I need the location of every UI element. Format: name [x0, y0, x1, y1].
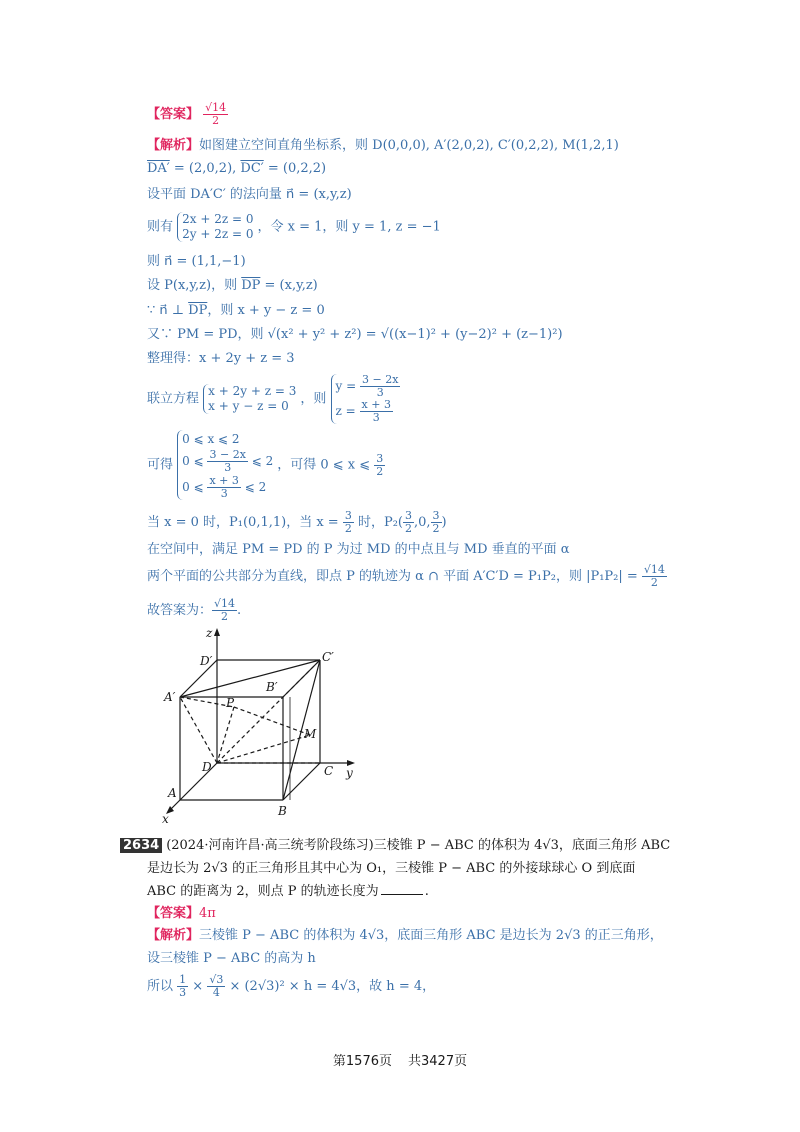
solution2-line-3: 所以 $\frac{1}{3}$ × $\frac{√3}{4}$ × (2√3)² × h = 4√3，故 h = 4，: [147, 973, 436, 999]
solution-line-11: 可得 0 ⩽ x ⩽ 2 0 ⩽ $\frac{3 - 2x}{3}$ ⩽ 2 0 ⩽ $\frac{x + 3}{3}$ ⩽ 2 ，可得 0 ⩽ x ⩽ $\frac{3}{2}$: [147, 432, 384, 500]
z-arrow: [214, 628, 220, 636]
solution-line-5: 则 n⃗ = (1,1,−1): [147, 254, 246, 269]
question-line-2: 是边长为 2√3 的正三角形且其中心为 O₁，三棱锥 P − ABC 的外接球球心 O 到底面: [147, 861, 636, 876]
label-b: B: [278, 804, 287, 818]
label-c1: C′: [322, 650, 334, 664]
label-p: P: [226, 696, 235, 710]
answer-fraction: $\frac{√14}{2}$: [205, 101, 227, 127]
answer-blank: [381, 894, 423, 895]
solution-line-12: 当 x = 0 时，P₁(0,1,1)，当 x = $\frac{3}{2}$ 时，P₂( $\frac{3}{2}$ ,0, $\frac{3}{2}$ ): [147, 509, 447, 535]
solution-line-3: 设平面 DA′C′ 的法向量 n⃗ = (x,y,z): [147, 187, 352, 202]
solution-line-13: 在空间中，满足 PM = PD 的 P 为过 MD 的中点且与 MD 垂直的平面 α: [147, 542, 570, 557]
edge-pd: [217, 707, 234, 763]
answer-tag: 【答案】: [147, 107, 200, 122]
solution-line-15: 故答案为： $\frac{√14}{2}$ .: [147, 597, 242, 623]
question-number: 2634: [120, 838, 162, 853]
solution-line-10: 联立方程 x + 2y + z = 3 x + y − z = 0 ，则 y = $\frac{3 - 2x}{3}$ z = $\frac{x + 3}{3}$: [147, 373, 399, 424]
solution2-line-1: 【解析】三棱锥 P − ABC 的体积为 4√3，底面三角形 ABC 是边长为 2√3 的正三角形，: [147, 928, 663, 943]
page-number: 第1576页: [332, 1054, 392, 1069]
equation-system: 2x + 2z = 0 2y + 2z = 0: [177, 212, 253, 242]
label-a: A: [168, 786, 177, 800]
solution-line-14: 两个平面的公共部分为直线，即点 P 的轨迹为 α ∩ 平面 A′C′D = P₁P₂，则 |P₁P₂| = $\frac{√14}{2}$: [147, 563, 665, 589]
label-z: z: [206, 626, 213, 640]
page-footer: [0, 1050, 800, 1069]
solution-line-4: 则有 2x + 2z = 0 2y + 2z = 0 ，令 x = 1，则 y = 1, z = −1: [147, 212, 441, 241]
question-line-1: 2634 (2024·河南许昌·高三统考阶段练习)三棱锥 P − ABC 的体积为 4√3，底面三角形 ABC: [120, 836, 670, 856]
solution-line-9: 整理得：x + 2y + z = 3: [147, 351, 295, 366]
answer-line-2: 【答案】4π: [147, 906, 216, 921]
page-total: 共3427页: [408, 1054, 468, 1069]
label-d: D: [202, 760, 212, 774]
label-c: C: [324, 764, 334, 778]
label-d1: D′: [200, 654, 213, 668]
label-b1: B′: [266, 680, 278, 694]
edge-bc: [283, 763, 320, 800]
edge-da1: [180, 697, 217, 763]
label-x: x: [162, 812, 169, 825]
label-y: y: [346, 766, 353, 780]
solution2-line-2: 设三棱锥 P − ABC 的高为 h: [147, 951, 316, 966]
edge-pm: [234, 707, 310, 735]
label-m: M: [304, 727, 317, 741]
solution-line-8: 又∵ PM = PD，则 √(x² + y² + z²) = √((x−1)² + (y−2)² + (z−1)²): [147, 327, 563, 342]
solution-line-2: DA′ = (2,0,2), DC′ = (0,2,2): [147, 161, 327, 176]
solution-line-7: ∵ n⃗ ⊥ $\overline{DP}$，则 x + y − z = 0: [147, 303, 325, 318]
label-a1: A′: [164, 690, 176, 704]
answer-line-1: [147, 102, 228, 127]
solution-line-1: 【解析】如图建立空间直角坐标系，则 D(0,0,0), A′(2,0,2), C′(0,2,2), M(1,2,1): [147, 138, 619, 153]
solution-line-6: 设 P(x,y,z)，则 $\overline{DP} = (x,y,z)$: [147, 278, 318, 293]
cube-diagram: [150, 625, 380, 825]
question-line-3: ABC 的距离为 2，则点 P 的轨迹长度为 .: [147, 884, 429, 899]
